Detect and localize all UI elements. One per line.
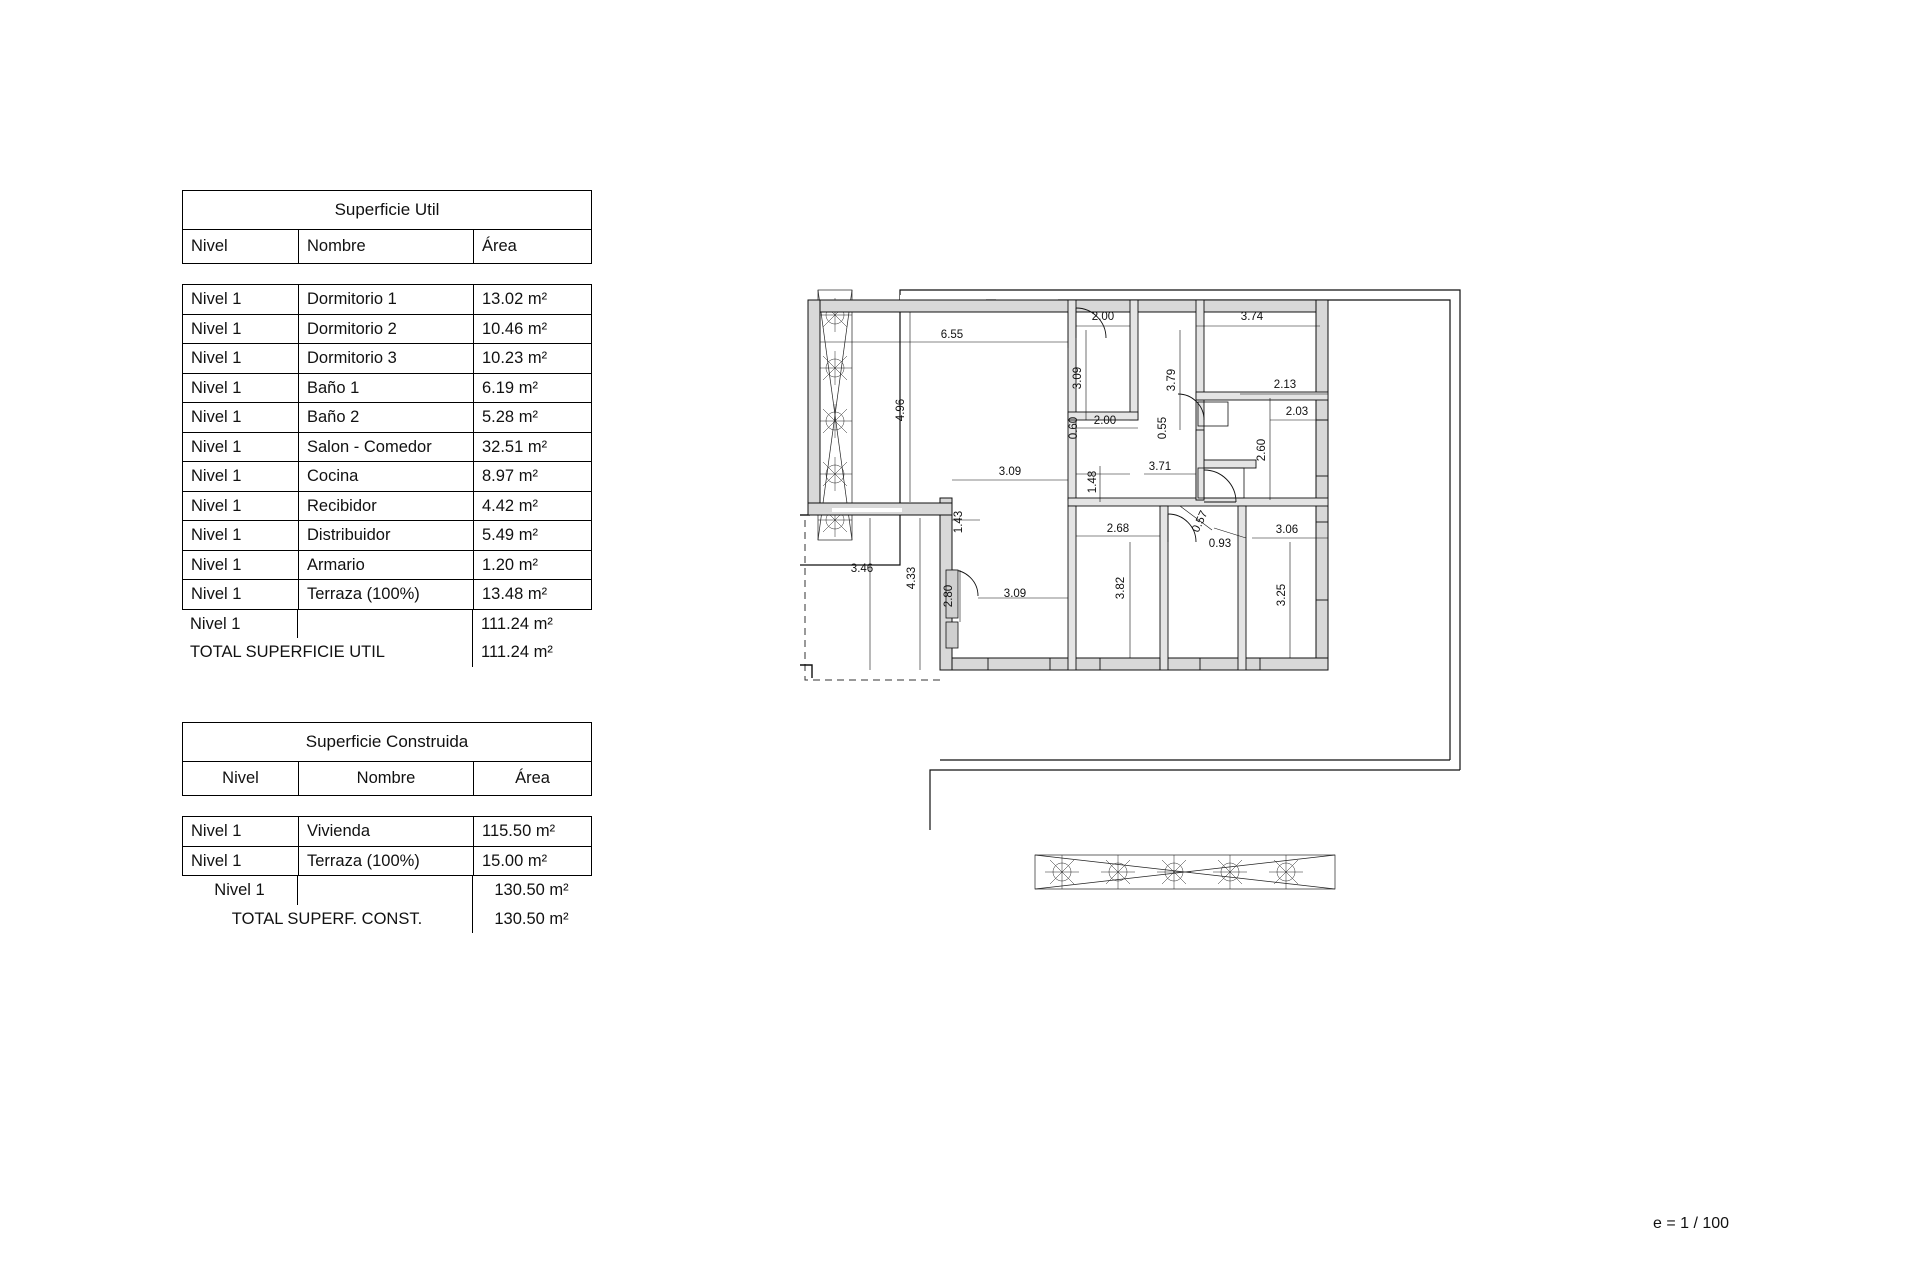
dimension-label: 2.13 bbox=[1273, 379, 1297, 391]
table-row bbox=[183, 580, 591, 610]
cell-area: 13.02 m² bbox=[473, 285, 591, 314]
cell-total-area: 111.24 m² bbox=[472, 638, 590, 667]
dimension-label: 0.57 bbox=[1190, 509, 1211, 535]
cell-area: 15.00 m² bbox=[473, 847, 591, 876]
dimension-label: 2.80 bbox=[943, 584, 955, 608]
cell-total-area: 130.50 m² bbox=[472, 905, 590, 934]
cell-nombre: Salon - Comedor bbox=[298, 433, 473, 462]
table-row bbox=[183, 315, 591, 345]
table-body bbox=[182, 816, 592, 876]
table-row bbox=[183, 374, 591, 404]
doors-and-openings bbox=[832, 295, 1328, 670]
dimension-label: 2.60 bbox=[1256, 438, 1268, 462]
table-row bbox=[183, 433, 591, 463]
dimension-label: 1.48 bbox=[1087, 470, 1099, 494]
table-spacer bbox=[182, 264, 592, 284]
cell-nombre: Terraza (100%) bbox=[298, 847, 473, 876]
table-total-row bbox=[182, 638, 592, 667]
dimension-label: 3.09 bbox=[1003, 588, 1027, 600]
column-header-nivel: Nivel bbox=[222, 769, 259, 787]
table-row bbox=[183, 462, 591, 492]
table-row bbox=[183, 492, 591, 522]
hedge-horizontal bbox=[1035, 855, 1335, 889]
table-row bbox=[183, 817, 591, 847]
cell-nombre: Distribuidor bbox=[298, 521, 473, 550]
dimension-label: 3.46 bbox=[850, 563, 874, 575]
cell-nombre bbox=[297, 876, 472, 905]
cell-nivel: Nivel 1 bbox=[191, 319, 242, 338]
cell-area: 10.23 m² bbox=[473, 344, 591, 373]
cell-area: 32.51 m² bbox=[473, 433, 591, 462]
dimension-label: 0.93 bbox=[1208, 538, 1232, 550]
cell-area: 13.48 m² bbox=[473, 580, 591, 609]
cell-nivel: Nivel 1 bbox=[191, 467, 242, 485]
cell-area: 111.24 m² bbox=[472, 610, 590, 639]
cell-area: 5.49 m² bbox=[473, 521, 591, 550]
table-row bbox=[183, 403, 591, 433]
dimension-label: 6.55 bbox=[940, 329, 964, 341]
dimension-label: 2.68 bbox=[1106, 523, 1130, 535]
table-subtotal-row bbox=[182, 876, 592, 905]
table-body bbox=[182, 284, 592, 610]
scale-label: e = 1 / 100 bbox=[1653, 1215, 1730, 1232]
table-spacer bbox=[182, 796, 592, 816]
table-row bbox=[183, 551, 591, 581]
floor-plan-drawing bbox=[800, 270, 1680, 950]
column-header-nivel: Nivel bbox=[191, 237, 228, 255]
column-header-nombre: Nombre bbox=[298, 230, 473, 263]
cell-nombre: Dormitorio 2 bbox=[298, 315, 473, 344]
table-total-row bbox=[182, 905, 592, 934]
cell-area: 10.46 m² bbox=[473, 315, 591, 344]
cell-nombre: Dormitorio 1 bbox=[298, 285, 473, 314]
table-column-headers bbox=[182, 230, 592, 264]
cell-area: 6.19 m² bbox=[473, 374, 591, 403]
cell-area: 115.50 m² bbox=[473, 817, 591, 846]
cell-nivel: Nivel 1 bbox=[191, 851, 242, 870]
cell-area: 1.20 m² bbox=[473, 551, 591, 580]
table-row bbox=[183, 521, 591, 551]
cell-nombre: Vivienda bbox=[298, 817, 473, 846]
cell-nivel: Nivel 1 bbox=[191, 378, 242, 397]
cell-nivel: Nivel 1 bbox=[214, 881, 265, 899]
dimension-label: 2.03 bbox=[1285, 406, 1309, 418]
dimension-label: 2.00 bbox=[1091, 311, 1115, 323]
dimension-label: 3.79 bbox=[1166, 368, 1178, 392]
table-column-headers bbox=[182, 762, 592, 796]
dimension-label: 1.43 bbox=[953, 510, 965, 534]
dimension-label: 3.09 bbox=[1072, 366, 1084, 390]
table-row bbox=[183, 344, 591, 374]
dimension-label: 4.33 bbox=[906, 566, 918, 590]
table-row bbox=[183, 285, 591, 315]
cell-nivel: Nivel 1 bbox=[191, 437, 242, 456]
cell-nivel: Nivel 1 bbox=[191, 822, 242, 840]
dimension-label: 3.25 bbox=[1276, 583, 1288, 607]
cell-nombre: Terraza (100%) bbox=[298, 580, 473, 609]
cell-area: 4.42 m² bbox=[473, 492, 591, 521]
cell-nombre bbox=[297, 610, 472, 639]
cell-nivel: Nivel 1 bbox=[190, 614, 241, 633]
cell-nivel: Nivel 1 bbox=[191, 585, 242, 603]
dimension-label: 3.06 bbox=[1275, 524, 1299, 536]
cell-nombre: Armario bbox=[298, 551, 473, 580]
cell-nombre: Recibidor bbox=[298, 492, 473, 521]
dimension-label: 3.09 bbox=[998, 466, 1022, 478]
dimension-label: 4.96 bbox=[895, 398, 907, 422]
cell-nivel: Nivel 1 bbox=[191, 555, 242, 574]
superficie-construida-table bbox=[182, 722, 592, 933]
dimension-label: 2.00 bbox=[1093, 415, 1117, 427]
dimension-label: 3.71 bbox=[1148, 461, 1172, 473]
dimension-label: 3.82 bbox=[1115, 576, 1127, 600]
cell-nivel: Nivel 1 bbox=[191, 290, 242, 308]
cell-area: 8.97 m² bbox=[473, 462, 591, 491]
cell-nombre: Baño 2 bbox=[298, 403, 473, 432]
table-subtotal-row bbox=[182, 610, 592, 639]
cell-nombre: Dormitorio 3 bbox=[298, 344, 473, 373]
cell-nombre: Cocina bbox=[298, 462, 473, 491]
table-title: Superficie Construida bbox=[182, 722, 592, 762]
dimension-label: 3.74 bbox=[1240, 311, 1264, 323]
column-header-area: Área bbox=[473, 230, 591, 263]
terrace-corner-mark bbox=[800, 515, 812, 678]
cell-area: 130.50 m² bbox=[472, 876, 590, 905]
cell-nivel: Nivel 1 bbox=[191, 526, 242, 544]
cell-nivel: Nivel 1 bbox=[191, 408, 242, 426]
cell-nivel: Nivel 1 bbox=[191, 349, 242, 367]
dimension-label: 0.55 bbox=[1157, 416, 1169, 440]
cell-nivel: Nivel 1 bbox=[191, 496, 242, 515]
superficie-util-table bbox=[182, 190, 592, 667]
table-row bbox=[183, 847, 591, 877]
table-title: Superficie Util bbox=[182, 190, 592, 230]
cell-area: 5.28 m² bbox=[473, 403, 591, 432]
dimension-label: 0.60 bbox=[1068, 416, 1080, 440]
column-header-nombre: Nombre bbox=[298, 762, 473, 795]
column-header-area: Área bbox=[473, 762, 591, 795]
cell-total-label: TOTAL SUPERF. CONST. bbox=[231, 909, 423, 928]
cell-total-label: TOTAL SUPERFICIE UTIL bbox=[190, 643, 385, 661]
cell-nombre: Baño 1 bbox=[298, 374, 473, 403]
